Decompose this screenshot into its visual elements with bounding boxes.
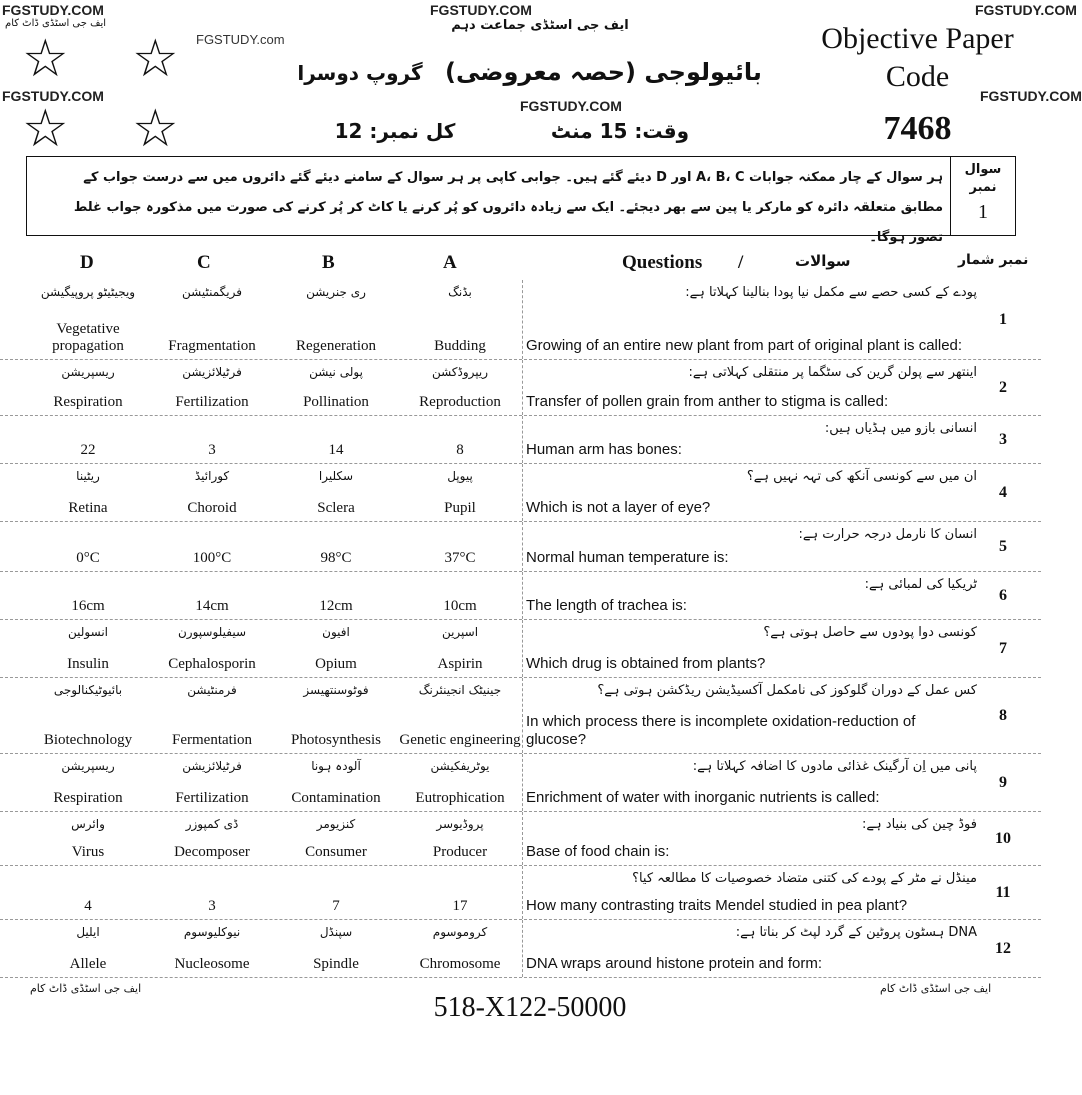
question-number: 6 — [999, 586, 1007, 604]
option-english: Fertilization — [175, 790, 249, 806]
option-b — [274, 620, 398, 677]
option-c — [150, 754, 274, 811]
option-c — [150, 280, 274, 359]
question-urdu: ان میں سے کونسی آنکھ کی تہہ نہیں ہے؟ — [746, 469, 977, 484]
option-english: 10cm — [443, 598, 477, 614]
question-text — [522, 620, 977, 677]
question-number: 3 — [999, 430, 1007, 448]
row-margin — [0, 360, 26, 415]
option-english: Reproduction — [419, 394, 501, 410]
option-english: Pollination — [303, 394, 369, 410]
code-label: Code — [885, 60, 950, 93]
option-english: Sclera — [317, 500, 355, 516]
question-english: In which process there is incomplete oxidation-reduction of glucose? — [526, 713, 916, 748]
option-urdu: کروموسوم — [432, 925, 488, 939]
option-english: 7 — [332, 898, 340, 914]
option-urdu: ایلیل — [76, 925, 100, 939]
option-urdu — [26, 526, 150, 542]
option-urdu — [398, 526, 522, 542]
question-text — [522, 920, 977, 977]
option-urdu — [398, 870, 522, 886]
option-english: 0°C — [76, 550, 100, 566]
question-urdu: ٹریکیا کی لمبائی ہے: — [864, 577, 977, 592]
option-urdu — [26, 420, 150, 436]
option-urdu — [274, 526, 398, 542]
option-urdu: ریٹینا — [76, 469, 100, 483]
watermark: FGSTUDY.com — [196, 32, 285, 47]
option-english: Virus — [71, 844, 105, 860]
header-c: C — [197, 252, 211, 273]
option-english: 17 — [452, 898, 468, 914]
question-number: 7 — [999, 639, 1007, 657]
option-english: Aspirin — [437, 656, 483, 672]
paper-type: Objective Paper — [821, 22, 1014, 55]
option-b — [274, 754, 398, 811]
option-c — [150, 678, 274, 753]
option-b — [274, 572, 398, 619]
question-row — [0, 920, 1041, 978]
option-d — [26, 678, 150, 753]
watermark: FGSTUDY.COM — [520, 98, 622, 114]
option-english: Pupil — [444, 500, 476, 516]
option-english: Insulin — [67, 656, 109, 672]
option-c — [150, 866, 274, 919]
option-urdu: کورائیڈ — [194, 469, 230, 483]
time-label: وقت: 15 منٹ — [550, 119, 690, 143]
question-english: Human arm has bones: — [526, 441, 682, 458]
question-english: Normal human temperature is: — [526, 549, 729, 566]
option-urdu: انسولین — [68, 625, 108, 639]
question-urdu: پودے کے کسی حصے سے مکمل نیا پودا بنالینا کہلاتا ہے: — [685, 285, 977, 300]
star-icon: ☆ — [22, 101, 69, 158]
option-urdu: ریسپریشن — [61, 759, 115, 773]
question-row — [0, 280, 1041, 360]
watermark: FGSTUDY.COM — [980, 88, 1082, 104]
option-d — [26, 522, 150, 571]
option-english: 12cm — [319, 598, 353, 614]
row-margin — [0, 280, 26, 359]
question-text — [522, 360, 977, 415]
option-urdu: وائرس — [71, 817, 105, 831]
question-text — [522, 754, 977, 811]
option-a — [398, 812, 522, 865]
question-row — [0, 678, 1041, 754]
option-english: Chromosome — [419, 956, 501, 972]
question-row — [0, 754, 1041, 812]
question-english: Enrichment of water with inorganic nutrients is called: — [526, 789, 880, 806]
option-d — [26, 280, 150, 359]
option-urdu: پولی نیشن — [309, 365, 363, 379]
question-number: 4 — [999, 483, 1007, 501]
question-row — [0, 572, 1041, 620]
question-text — [522, 812, 977, 865]
subject-title: بائیولوجی (حصہ معروضی) — [445, 58, 762, 86]
question-english: Base of food chain is: — [526, 843, 670, 860]
option-a — [398, 754, 522, 811]
question-row — [0, 360, 1041, 416]
option-urdu — [274, 576, 398, 592]
footer-code: 518-X122-50000 — [433, 992, 627, 1023]
option-urdu: سیفیلوسپورن — [177, 625, 247, 639]
question-urdu: انسان کا نارمل درجہ حرارت ہے: — [798, 527, 977, 542]
option-english: Producer — [432, 844, 488, 860]
option-english: Budding — [434, 338, 486, 354]
option-urdu: اسپرین — [441, 625, 479, 639]
instructions-text: ہر سوال کے چار ممکنہ جوابات A، B، C اور D دیئے گئے ہیں۔ جوابی کاپی پر ہر سوال کے سامنے دیئے گئے دائروں میں سے درست جواب کے مطابق متعلقہ دائرہ کو مارکر یا پین سے بھر دیجئے۔ ایک سے زیادہ دائروں کو پُر کرنے یا کاٹ کر پُر کرنے کی صورت میں مذکورہ جواب غلط تصور ہوگا۔ — [73, 170, 943, 245]
option-urdu: پروڈیوسر — [436, 817, 484, 831]
option-urdu: فرٹیلائزیشن — [182, 365, 242, 379]
question-english: DNA wraps around histone protein and form: — [526, 955, 822, 972]
option-english: Decomposer — [174, 844, 250, 860]
question-english: Which is not a layer of eye? — [526, 499, 711, 516]
option-urdu: فریگمنٹیشن — [182, 285, 242, 299]
option-b — [274, 866, 398, 919]
option-english: Fermentation — [172, 732, 252, 748]
option-urdu: بڈنگ — [448, 285, 472, 299]
option-a — [398, 678, 522, 753]
option-b — [274, 360, 398, 415]
row-margin — [0, 754, 26, 811]
option-a — [398, 920, 522, 977]
option-english: 14 — [328, 442, 344, 458]
option-b — [274, 522, 398, 571]
option-urdu: نیوکلیوسوم — [183, 925, 241, 939]
class-label: ایف جی اسٹڈی جماعت دہم — [451, 18, 629, 33]
question-english: The length of trachea is: — [526, 597, 687, 614]
question-text — [522, 572, 977, 619]
option-urdu — [150, 576, 274, 592]
watermark: FGSTUDY.COM — [975, 2, 1077, 18]
option-urdu — [26, 576, 150, 592]
question-number: 2 — [999, 378, 1007, 396]
group-label: گروپ دوسرا — [297, 61, 423, 85]
option-d — [26, 866, 150, 919]
option-english: Biotechnology — [43, 732, 133, 748]
option-d — [26, 416, 150, 463]
row-margin — [0, 572, 26, 619]
header-b: B — [322, 252, 335, 273]
question-number: 1 — [978, 201, 988, 223]
star-icon: ☆ — [132, 101, 179, 158]
option-d — [26, 620, 150, 677]
option-english: Spindle — [313, 956, 359, 972]
option-urdu: یوٹریفکیشن — [430, 759, 490, 773]
option-english: 22 — [80, 442, 96, 458]
option-urdu: ریسپریشن — [61, 365, 115, 379]
option-english: 14cm — [195, 598, 229, 614]
option-b — [274, 464, 398, 521]
option-a — [398, 866, 522, 919]
option-english: Contamination — [291, 790, 381, 806]
option-d — [26, 360, 150, 415]
option-c — [150, 920, 274, 977]
option-urdu — [274, 870, 398, 886]
option-urdu: سکلیرا — [318, 469, 354, 483]
watermark: FGSTUDY.COM — [2, 2, 104, 18]
option-english: 37°C — [444, 550, 476, 566]
row-margin — [0, 812, 26, 865]
option-b — [274, 920, 398, 977]
option-urdu: فرٹیلائزیشن — [182, 759, 242, 773]
option-english: Regeneration — [296, 338, 376, 354]
question-number: 12 — [995, 939, 1011, 957]
option-urdu: ڈی کمپوزر — [185, 817, 239, 831]
option-english: 4 — [84, 898, 92, 914]
option-c — [150, 522, 274, 571]
question-english: Growing of an entire new plant from part of original plant is called: — [526, 337, 963, 354]
question-number-label: سوال نمبر — [964, 162, 1002, 195]
option-a — [398, 360, 522, 415]
option-urdu: جینیٹک انجینئرنگ — [418, 683, 502, 697]
option-english: Nucleosome — [174, 956, 250, 972]
question-row — [0, 620, 1041, 678]
watermark-urdu: ایف جی اسٹڈی ڈاٹ کام — [30, 982, 142, 995]
option-a — [398, 416, 522, 463]
row-margin — [0, 866, 26, 919]
option-english: Genetic engineering — [399, 732, 521, 748]
option-urdu — [150, 420, 274, 436]
header-questions-urdu: سوالات — [795, 252, 851, 270]
option-english: Eutrophication — [415, 790, 505, 806]
header-a: A — [443, 252, 457, 273]
question-row — [0, 812, 1041, 866]
question-english: How many contrasting traits Mendel studied in pea plant? — [526, 897, 908, 914]
option-english: 3 — [208, 442, 216, 458]
star-icon: ☆ — [22, 31, 69, 88]
option-b — [274, 812, 398, 865]
option-urdu — [150, 870, 274, 886]
option-urdu: فوٹوسنتھیسز — [303, 683, 369, 697]
option-english: Choroid — [187, 500, 237, 516]
question-urdu: اینتھر سے پولن گرین کی سٹگما پر منتقلی کہلاتی ہے: — [688, 365, 977, 380]
question-number: 10 — [995, 829, 1011, 847]
question-english: Transfer of pollen grain from anther to stigma is called: — [526, 393, 889, 410]
row-margin — [0, 464, 26, 521]
question-number: 11 — [995, 883, 1011, 901]
option-urdu — [150, 526, 274, 542]
option-english: Allele — [69, 956, 107, 972]
option-a — [398, 464, 522, 521]
star-icon: ☆ — [132, 31, 179, 88]
question-urdu: پانی میں اِن آرگینک غذائی مادوں کا اضافہ کہلاتا ہے: — [692, 759, 977, 774]
option-urdu: سپنڈل — [319, 925, 353, 939]
option-urdu: کنزیومر — [316, 817, 356, 831]
option-c — [150, 812, 274, 865]
question-text — [522, 416, 977, 463]
option-a — [398, 572, 522, 619]
question-row — [0, 464, 1041, 522]
option-english: Fertilization — [175, 394, 249, 410]
option-d — [26, 464, 150, 521]
option-a — [398, 620, 522, 677]
option-english: Cephalosporin — [168, 656, 256, 672]
option-urdu: ویجیٹیٹو پروپیگیشن — [40, 285, 136, 299]
question-number: 1 — [999, 310, 1007, 328]
option-d — [26, 812, 150, 865]
row-margin — [0, 522, 26, 571]
option-english: Respiration — [53, 790, 123, 806]
instructions-box — [26, 156, 1016, 245]
option-c — [150, 464, 274, 521]
option-english: Consumer — [305, 844, 367, 860]
option-a — [398, 522, 522, 571]
option-english: Opium — [315, 656, 357, 672]
paper-code: 7468 — [883, 110, 952, 147]
question-urdu: فوڈ چین کی بنیاد ہے: — [862, 817, 977, 832]
question-urdu: DNA ہسٹون پروٹین کے گرد لپٹ کر بناتا ہے: — [735, 925, 977, 940]
option-b — [274, 280, 398, 359]
question-number: 8 — [999, 706, 1007, 724]
watermark: FGSTUDY.COM — [2, 88, 104, 104]
option-english: 98°C — [320, 550, 352, 566]
column-headers — [0, 248, 1041, 278]
option-urdu: ری جنریشن — [306, 285, 366, 299]
row-margin — [0, 678, 26, 753]
option-c — [150, 360, 274, 415]
footer — [0, 978, 1041, 1048]
option-english: 16cm — [71, 598, 105, 614]
question-text — [522, 866, 977, 919]
row-margin — [0, 620, 26, 677]
header-questions: Questions — [622, 252, 703, 273]
option-english: 3 — [208, 898, 216, 914]
option-english: Fragmentation — [168, 338, 256, 354]
option-english: Vegetative propagation — [52, 321, 124, 354]
watermark-urdu: ایف جی اسٹڈی ڈاٹ کام — [880, 982, 992, 995]
option-english: 100°C — [192, 550, 232, 566]
option-c — [150, 620, 274, 677]
question-urdu: کونسی دوا پودوں سے حاصل ہوتی ہے؟ — [763, 625, 977, 640]
question-number: 9 — [999, 773, 1007, 791]
option-urdu: فرمنٹیشن — [187, 683, 237, 697]
watermark-urdu: ایف جی اسٹڈی ڈاٹ کام — [5, 18, 107, 29]
question-urdu: مینڈل نے مٹر کے پودے کی کتنی متضاد خصوصیات کا مطالعہ کیا؟ — [632, 871, 977, 886]
option-urdu — [26, 870, 150, 886]
row-margin — [0, 416, 26, 463]
header-d: D — [80, 252, 94, 273]
option-english: 8 — [456, 442, 464, 458]
option-b — [274, 416, 398, 463]
question-table — [0, 280, 1041, 1048]
question-english: Which drug is obtained from plants? — [526, 655, 766, 672]
option-d — [26, 920, 150, 977]
option-english: Retina — [68, 500, 108, 516]
option-urdu: آلودہ ہونا — [311, 759, 361, 773]
question-urdu: کس عمل کے دوران گلوکوز کی نامکمل آکسیڈیشن ریڈکشن ہوتی ہے؟ — [597, 683, 977, 698]
question-number: 5 — [999, 537, 1007, 555]
watermark: FGSTUDY.COM — [430, 2, 532, 18]
row-margin — [0, 920, 26, 977]
question-row — [0, 522, 1041, 572]
option-c — [150, 572, 274, 619]
option-a — [398, 280, 522, 359]
option-urdu — [398, 420, 522, 436]
option-english: Photosynthesis — [290, 732, 381, 748]
option-d — [26, 572, 150, 619]
total-marks: کل نمبر: 12 — [334, 119, 456, 143]
option-urdu: پیوپل — [447, 469, 473, 483]
option-urdu: ریپروڈکشن — [431, 365, 489, 379]
option-urdu: بائیوٹیکنالوجی — [53, 683, 123, 697]
question-row — [0, 416, 1041, 464]
header-number: نمبر شمار — [958, 252, 1029, 268]
header-slash: / — [738, 252, 744, 273]
question-row — [0, 866, 1041, 920]
option-c — [150, 416, 274, 463]
option-b — [274, 678, 398, 753]
question-text — [522, 522, 977, 571]
question-urdu: انسانی بازو میں ہڈیاں ہیں: — [824, 421, 977, 436]
option-urdu: افیون — [322, 625, 350, 639]
question-text — [522, 280, 977, 359]
question-text — [522, 678, 977, 753]
question-rows — [0, 280, 1041, 978]
option-english: Respiration — [53, 394, 123, 410]
option-d — [26, 754, 150, 811]
option-urdu — [398, 576, 522, 592]
option-urdu — [274, 420, 398, 436]
question-number-box — [950, 157, 1015, 235]
question-text — [522, 464, 977, 521]
